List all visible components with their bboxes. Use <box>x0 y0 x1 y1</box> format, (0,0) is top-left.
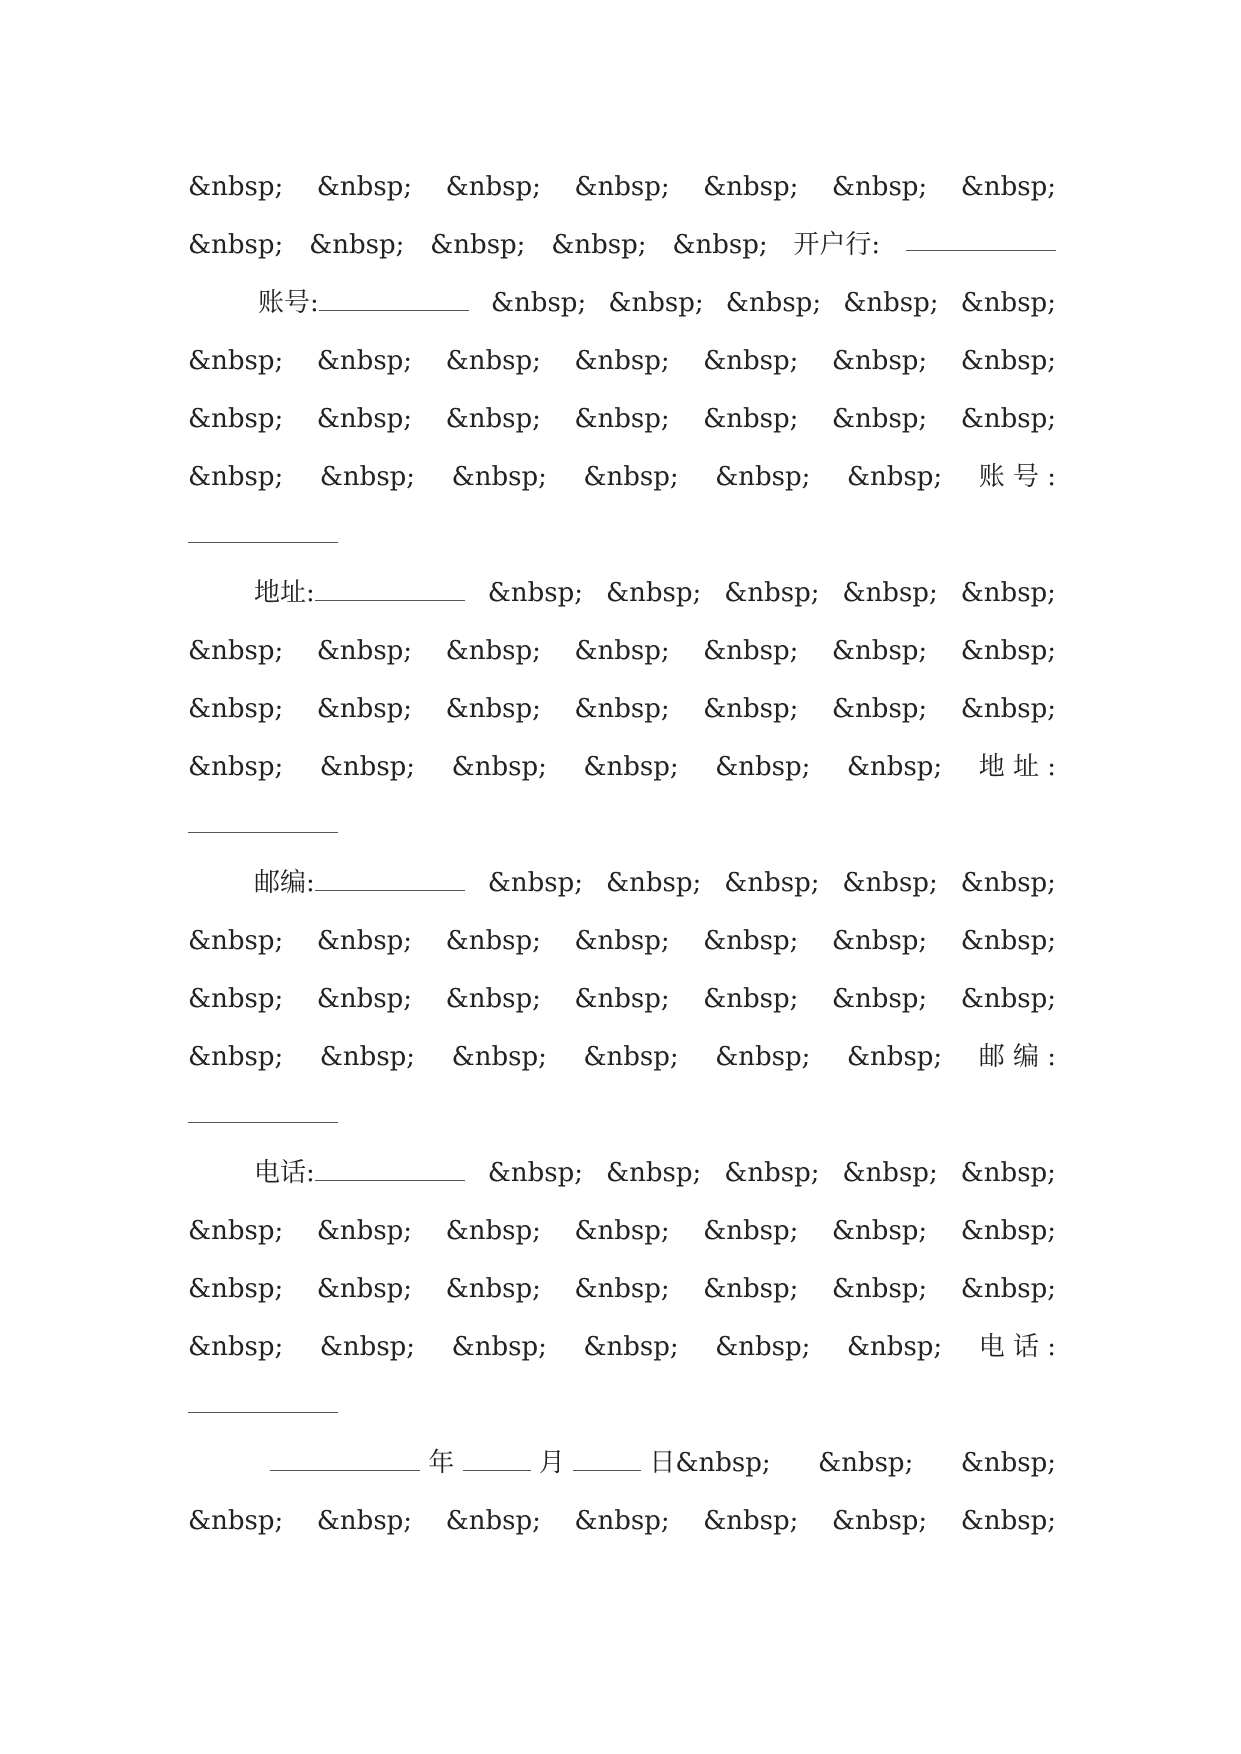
account-blank <box>319 288 469 311</box>
nbsp-text: &nbsp; <box>574 636 670 666</box>
nbsp-text: &nbsp; <box>605 578 702 608</box>
nbsp-text: &nbsp; <box>319 752 416 782</box>
nbsp-text: &nbsp; <box>316 984 413 1014</box>
text-line <box>188 1214 1056 1248</box>
nbsp-text: &nbsp; <box>445 172 541 202</box>
postcode-line <box>254 866 1056 900</box>
nbsp-text: &nbsp; <box>960 172 1056 202</box>
nbsp-text: &nbsp; <box>703 694 799 724</box>
nbsp-text: &nbsp; <box>960 694 1056 724</box>
open-bank-blank <box>906 228 1056 251</box>
phone-label-spaced: 电 话 : <box>978 1332 1056 1362</box>
nbsp-text: &nbsp; <box>672 230 768 260</box>
account-label-spaced: 账 号 : <box>978 462 1056 492</box>
phone-label: 电话: <box>254 1158 315 1188</box>
nbsp-text: &nbsp; <box>188 404 284 434</box>
nbsp-text: &nbsp; <box>188 926 284 956</box>
nbsp-text: &nbsp; <box>451 752 547 782</box>
nbsp-text: &nbsp; <box>445 1274 541 1304</box>
postcode-blank <box>315 868 465 891</box>
text-line <box>188 692 1056 726</box>
text-line <box>188 460 1056 494</box>
nbsp-text: &nbsp; <box>309 230 405 260</box>
nbsp-text: &nbsp; <box>715 1332 811 1362</box>
nbsp-text: &nbsp; <box>487 1158 583 1188</box>
nbsp-text: &nbsp; <box>316 1506 413 1536</box>
nbsp-text: &nbsp; <box>188 984 284 1014</box>
nbsp-text: &nbsp; <box>831 1274 928 1304</box>
nbsp-text: &nbsp; <box>831 694 928 724</box>
nbsp-text: &nbsp; <box>188 1274 284 1304</box>
nbsp-text: &nbsp; <box>451 1332 547 1362</box>
date-line <box>270 1446 1056 1480</box>
nbsp-text: &nbsp; <box>445 694 541 724</box>
nbsp-text: &nbsp; <box>574 1506 670 1536</box>
nbsp-text: &nbsp; <box>316 1274 413 1304</box>
month-label: 月 <box>538 1448 565 1478</box>
nbsp-text: &nbsp; <box>188 346 284 376</box>
nbsp-text: &nbsp; <box>608 288 704 318</box>
account-field <box>258 286 469 320</box>
text-line <box>188 1330 1056 1364</box>
nbsp-text: &nbsp; <box>960 926 1056 956</box>
text-line <box>188 1504 1056 1538</box>
date-field <box>270 1446 771 1480</box>
text-line <box>188 750 1056 784</box>
nbsp-text: &nbsp; <box>574 926 670 956</box>
month-blank <box>463 1448 531 1471</box>
nbsp-text: &nbsp; <box>703 984 799 1014</box>
nbsp-text: &nbsp; <box>960 636 1056 666</box>
postcode-blank-2 <box>188 1100 338 1123</box>
day-label: 日 <box>649 1448 676 1478</box>
nbsp-text: &nbsp; <box>703 1506 799 1536</box>
nbsp-text: &nbsp; <box>574 694 670 724</box>
nbsp-text: &nbsp; <box>842 1158 938 1188</box>
nbsp-text: &nbsp; <box>703 172 799 202</box>
account-line <box>258 286 1056 320</box>
nbsp-text: &nbsp; <box>846 1042 943 1072</box>
nbsp-text: &nbsp; <box>490 288 587 318</box>
nbsp-text: &nbsp; <box>831 1506 928 1536</box>
nbsp-text: &nbsp; <box>445 1216 541 1246</box>
nbsp-text: &nbsp; <box>188 462 284 492</box>
nbsp-text: &nbsp; <box>960 1216 1056 1246</box>
phone-line <box>254 1156 1056 1190</box>
nbsp-text: &nbsp; <box>960 1158 1056 1188</box>
nbsp-text: &nbsp; <box>487 578 583 608</box>
nbsp-text: &nbsp; <box>831 984 928 1014</box>
nbsp-text: &nbsp; <box>188 172 284 202</box>
address-blank-2 <box>188 810 338 833</box>
nbsp-text: &nbsp; <box>316 926 413 956</box>
nbsp-text: &nbsp; <box>574 984 670 1014</box>
nbsp-text: &nbsp; <box>715 752 811 782</box>
text-line <box>188 402 1056 436</box>
phone-field <box>254 1156 465 1190</box>
nbsp-text: &nbsp; <box>703 404 799 434</box>
nbsp-text: &nbsp; <box>831 346 928 376</box>
text-line <box>188 1040 1056 1074</box>
nbsp-text: &nbsp; <box>842 578 938 608</box>
open-bank-label: 开户行: <box>793 230 881 260</box>
nbsp-text: &nbsp; <box>960 868 1056 898</box>
nbsp-text: &nbsp; <box>551 230 647 260</box>
nbsp-text: &nbsp; <box>605 1158 702 1188</box>
nbsp-text: &nbsp; <box>843 288 939 318</box>
nbsp-text: &nbsp; <box>188 694 284 724</box>
nbsp-text: &nbsp; <box>960 984 1056 1014</box>
open-bank-line <box>188 228 1056 262</box>
nbsp-text: &nbsp; <box>831 404 928 434</box>
nbsp-text: &nbsp; <box>430 230 526 260</box>
nbsp-text: &nbsp; <box>703 1216 799 1246</box>
account-label: 账号: <box>258 288 319 318</box>
nbsp-text: &nbsp; <box>188 1216 284 1246</box>
nbsp-text: &nbsp; <box>846 752 943 782</box>
nbsp-text: &nbsp; <box>703 636 799 666</box>
nbsp-text: &nbsp; <box>842 868 938 898</box>
year-label: 年 <box>428 1448 455 1478</box>
nbsp-text: &nbsp; <box>960 346 1056 376</box>
nbsp-text: &nbsp; <box>316 172 413 202</box>
nbsp-text: &nbsp; <box>319 462 416 492</box>
nbsp-text: &nbsp; <box>445 926 541 956</box>
nbsp-text: &nbsp; <box>451 462 547 492</box>
nbsp-text: &nbsp; <box>445 1506 541 1536</box>
nbsp-text: &nbsp; <box>724 1158 820 1188</box>
nbsp-text: &nbsp; <box>188 752 284 782</box>
account-blank-2 <box>188 520 338 543</box>
nbsp-text: &nbsp; <box>583 752 679 782</box>
nbsp-text: &nbsp; <box>445 346 541 376</box>
text-line <box>188 170 1056 204</box>
nbsp-text: &nbsp; <box>188 1332 284 1362</box>
nbsp-text: &nbsp; <box>960 578 1056 608</box>
nbsp-text: &nbsp; <box>574 172 670 202</box>
nbsp-text: &nbsp; <box>675 1448 771 1478</box>
nbsp-text: &nbsp; <box>960 1448 1056 1478</box>
day-blank <box>573 1448 641 1471</box>
blank-line <box>188 808 338 842</box>
nbsp-text: &nbsp; <box>487 868 583 898</box>
nbsp-text: &nbsp; <box>960 404 1056 434</box>
nbsp-text: &nbsp; <box>846 1332 943 1362</box>
nbsp-text: &nbsp; <box>445 636 541 666</box>
address-blank <box>315 578 465 601</box>
nbsp-text: &nbsp; <box>831 172 928 202</box>
nbsp-text: &nbsp; <box>960 1274 1056 1304</box>
nbsp-text: &nbsp; <box>583 462 679 492</box>
nbsp-text: &nbsp; <box>188 230 284 260</box>
nbsp-text: &nbsp; <box>831 1216 928 1246</box>
nbsp-text: &nbsp; <box>960 288 1056 318</box>
nbsp-text: &nbsp; <box>574 1274 670 1304</box>
nbsp-text: &nbsp; <box>724 868 820 898</box>
postcode-label-spaced: 邮 编 : <box>978 1042 1056 1072</box>
nbsp-text: &nbsp; <box>574 346 670 376</box>
text-line <box>188 634 1056 668</box>
nbsp-text: &nbsp; <box>319 1042 416 1072</box>
nbsp-text: &nbsp; <box>445 404 541 434</box>
year-blank <box>270 1448 420 1471</box>
nbsp-text: &nbsp; <box>188 1506 284 1536</box>
postcode-label: 邮编: <box>254 868 315 898</box>
address-field <box>254 576 465 610</box>
nbsp-text: &nbsp; <box>703 926 799 956</box>
nbsp-text: &nbsp; <box>316 1216 413 1246</box>
nbsp-text: &nbsp; <box>715 462 811 492</box>
nbsp-text: &nbsp; <box>831 926 928 956</box>
nbsp-text: &nbsp; <box>846 462 943 492</box>
nbsp-text: &nbsp; <box>574 1216 670 1246</box>
nbsp-text: &nbsp; <box>574 404 670 434</box>
nbsp-text: &nbsp; <box>831 636 928 666</box>
nbsp-text: &nbsp; <box>715 1042 811 1072</box>
nbsp-text: &nbsp; <box>724 578 820 608</box>
nbsp-text: &nbsp; <box>583 1332 679 1362</box>
nbsp-text: &nbsp; <box>583 1042 679 1072</box>
nbsp-text: &nbsp; <box>725 288 822 318</box>
postcode-field <box>254 866 465 900</box>
nbsp-text: &nbsp; <box>316 346 413 376</box>
nbsp-text: &nbsp; <box>445 984 541 1014</box>
phone-blank <box>315 1158 465 1181</box>
nbsp-text: &nbsp; <box>605 868 702 898</box>
nbsp-text: &nbsp; <box>316 694 413 724</box>
address-line <box>254 576 1056 610</box>
nbsp-text: &nbsp; <box>188 1042 284 1072</box>
blank-line <box>188 1098 338 1132</box>
nbsp-text: &nbsp; <box>316 636 413 666</box>
nbsp-text: &nbsp; <box>818 1448 914 1478</box>
address-label-spaced: 地 址 : <box>978 752 1056 782</box>
text-line <box>188 982 1056 1016</box>
blank-line <box>188 518 338 552</box>
text-line <box>188 344 1056 378</box>
nbsp-text: &nbsp; <box>188 636 284 666</box>
blank-line <box>188 1388 338 1422</box>
nbsp-text: &nbsp; <box>703 1274 799 1304</box>
text-line <box>188 1272 1056 1306</box>
nbsp-text: &nbsp; <box>319 1332 416 1362</box>
address-label: 地址: <box>254 578 315 608</box>
phone-blank-2 <box>188 1390 338 1413</box>
nbsp-text: &nbsp; <box>451 1042 547 1072</box>
text-line <box>188 924 1056 958</box>
nbsp-text: &nbsp; <box>316 404 413 434</box>
nbsp-text: &nbsp; <box>960 1506 1056 1536</box>
nbsp-text: &nbsp; <box>703 346 799 376</box>
